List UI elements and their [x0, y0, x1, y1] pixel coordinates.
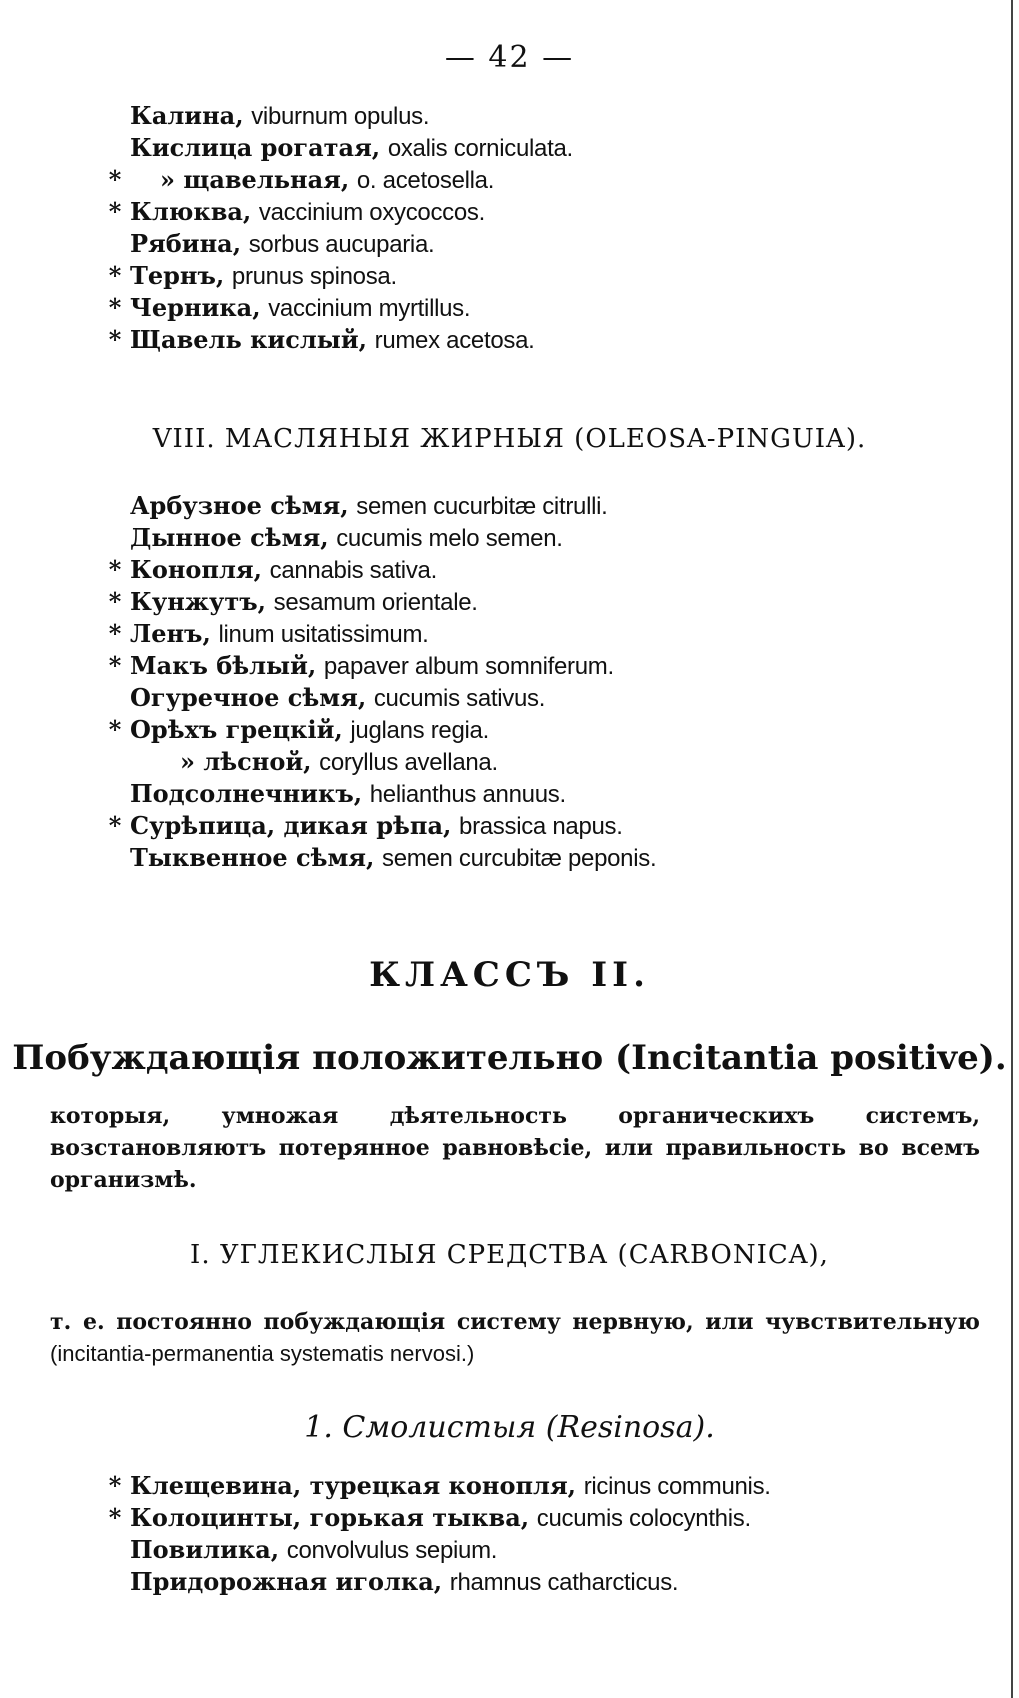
latin-name: vaccinium oxycoccos.: [258, 199, 486, 226]
russian-name: Черника,: [130, 293, 261, 322]
russian-name: Придорожная иголка,: [130, 1567, 443, 1596]
russian-name: Макъ бѣлый,: [130, 651, 317, 680]
russian-name: » лѣсной,: [180, 747, 312, 776]
section-description: [50, 1306, 980, 1370]
list-item: [100, 228, 980, 260]
list-item: [100, 132, 980, 164]
latin-name: convolvulus sepium.: [286, 1537, 498, 1564]
list-item: [100, 100, 980, 132]
latin-name: linum usitatissimum.: [218, 621, 429, 648]
latin-name: semen curcubitæ peponis.: [382, 845, 657, 872]
list-item: [100, 554, 980, 586]
latin-name: juglans regia.: [350, 717, 489, 744]
marker: *: [108, 165, 122, 194]
description-latin: (incitantia-permanentia systematis nervosi.): [50, 1341, 475, 1366]
russian-name: Щавель кислый,: [130, 325, 367, 354]
list-item: [100, 778, 980, 810]
marker: *: [108, 715, 122, 744]
russian-name: Рябина,: [130, 229, 242, 258]
list-item: [100, 1566, 980, 1598]
class-heading: КЛАССЪ II.: [369, 955, 650, 995]
marker: *: [108, 555, 122, 584]
latin-name: cucumis colocynthis.: [536, 1505, 751, 1532]
marker: *: [108, 261, 122, 290]
list-item: [100, 810, 980, 842]
latin-name: cannabis sativa.: [269, 557, 437, 584]
russian-name: Дынное сѣмя,: [130, 523, 329, 552]
list-item: [100, 522, 980, 554]
list-item: [100, 714, 980, 746]
list-item: [100, 324, 980, 356]
marker: *: [108, 651, 122, 680]
latin-name: sesamum orientale.: [273, 589, 478, 616]
list-item: [100, 1502, 980, 1534]
latin-name: rhamnus catharcticus.: [449, 1569, 679, 1596]
marker: *: [108, 325, 122, 354]
russian-name: Орѣхъ грецкій,: [130, 715, 343, 744]
russian-name: Кислица рогатая,: [130, 133, 381, 162]
russian-name: Тернъ,: [130, 261, 225, 290]
class-description: которыя, умножая дѣятельность органическихъ системъ, возстановляютъ потерянное равновѣсіе, или правильность во всемъ организмѣ.: [50, 1103, 980, 1193]
latin-name: papaver album somniferum.: [323, 653, 614, 680]
list-item: [100, 490, 980, 522]
page-number: — 42 —: [444, 40, 575, 75]
list-item: [100, 1470, 980, 1502]
latin-name: viburnum opulus.: [251, 103, 430, 130]
latin-name: cucumis melo semen.: [336, 525, 563, 552]
marker: *: [108, 1471, 122, 1500]
latin-name: cucumis sativus.: [373, 685, 546, 712]
russian-name: Сурѣпица, дикая рѣпа,: [130, 811, 452, 840]
russian-name: Тыквенное сѣмя,: [130, 843, 375, 872]
list-item: [100, 196, 980, 228]
latin-name: prunus spinosa.: [231, 263, 397, 290]
latin-name: semen cucurbitæ citrulli.: [356, 493, 608, 520]
latin-name: o. acetosella.: [356, 167, 495, 194]
list-item: [100, 650, 980, 682]
list-item: [100, 746, 980, 778]
marker: *: [108, 293, 122, 322]
plant-list-berries: [100, 100, 980, 356]
marker: *: [108, 587, 122, 616]
russian-name: » щавельная,: [160, 165, 350, 194]
list-item: [100, 164, 980, 196]
latin-name: ricinus communis.: [583, 1473, 771, 1500]
marker: *: [108, 1503, 122, 1532]
plant-list-oily: [100, 490, 980, 874]
russian-name: Калина,: [130, 101, 244, 130]
list-item: [100, 842, 980, 874]
section-heading-carbonica: I. УГЛЕКИСЛЫЯ СРЕДСТВА (CARBONICA),: [190, 1240, 829, 1270]
russian-name: Клюква,: [130, 197, 252, 226]
plant-list-resinous: [100, 1470, 980, 1598]
latin-name: sorbus aucuparia.: [248, 231, 435, 258]
list-item: [100, 260, 980, 292]
russian-name: Ленъ,: [130, 619, 211, 648]
latin-name: vaccinium myrtillus.: [268, 295, 471, 322]
latin-name: oxalis corniculata.: [387, 135, 573, 162]
description-russian: т. е. постоянно побуждающія систему нервную, или чувствительную: [50, 1309, 980, 1335]
russian-name: Арбузное сѣмя,: [130, 491, 349, 520]
list-item: [100, 292, 980, 324]
list-item: [100, 1534, 980, 1566]
russian-name: Кунжутъ,: [130, 587, 266, 616]
russian-name: Огуречное сѣмя,: [130, 683, 367, 712]
latin-name: coryllus avellana.: [319, 749, 498, 776]
list-item: [100, 586, 980, 618]
russian-name: Повилика,: [130, 1535, 280, 1564]
list-item: [100, 682, 980, 714]
marker: *: [108, 811, 122, 840]
latin-name: helianthus annuus.: [369, 781, 566, 808]
latin-name: rumex acetosa.: [374, 327, 535, 354]
russian-name: Клещевина, турецкая конопля,: [130, 1471, 577, 1500]
russian-name: Колоцинты, горькая тыква,: [130, 1503, 530, 1532]
section-heading-oleosa: VIII. МАСЛЯНЫЯ ЖИРНЫЯ (OLEOSA-PINGUIA).: [152, 424, 867, 454]
russian-name: Конопля,: [130, 555, 262, 584]
latin-name: brassica napus.: [459, 813, 623, 840]
class-title: Побуждающія положительно (Incitantia positive).: [12, 1038, 1007, 1078]
marker: *: [108, 619, 122, 648]
marker: *: [108, 197, 122, 226]
subsection-heading-resinosa: 1. Смолистыя (Resinosa).: [304, 1410, 715, 1445]
list-item: [100, 618, 980, 650]
russian-name: Подсолнечникъ,: [130, 779, 363, 808]
